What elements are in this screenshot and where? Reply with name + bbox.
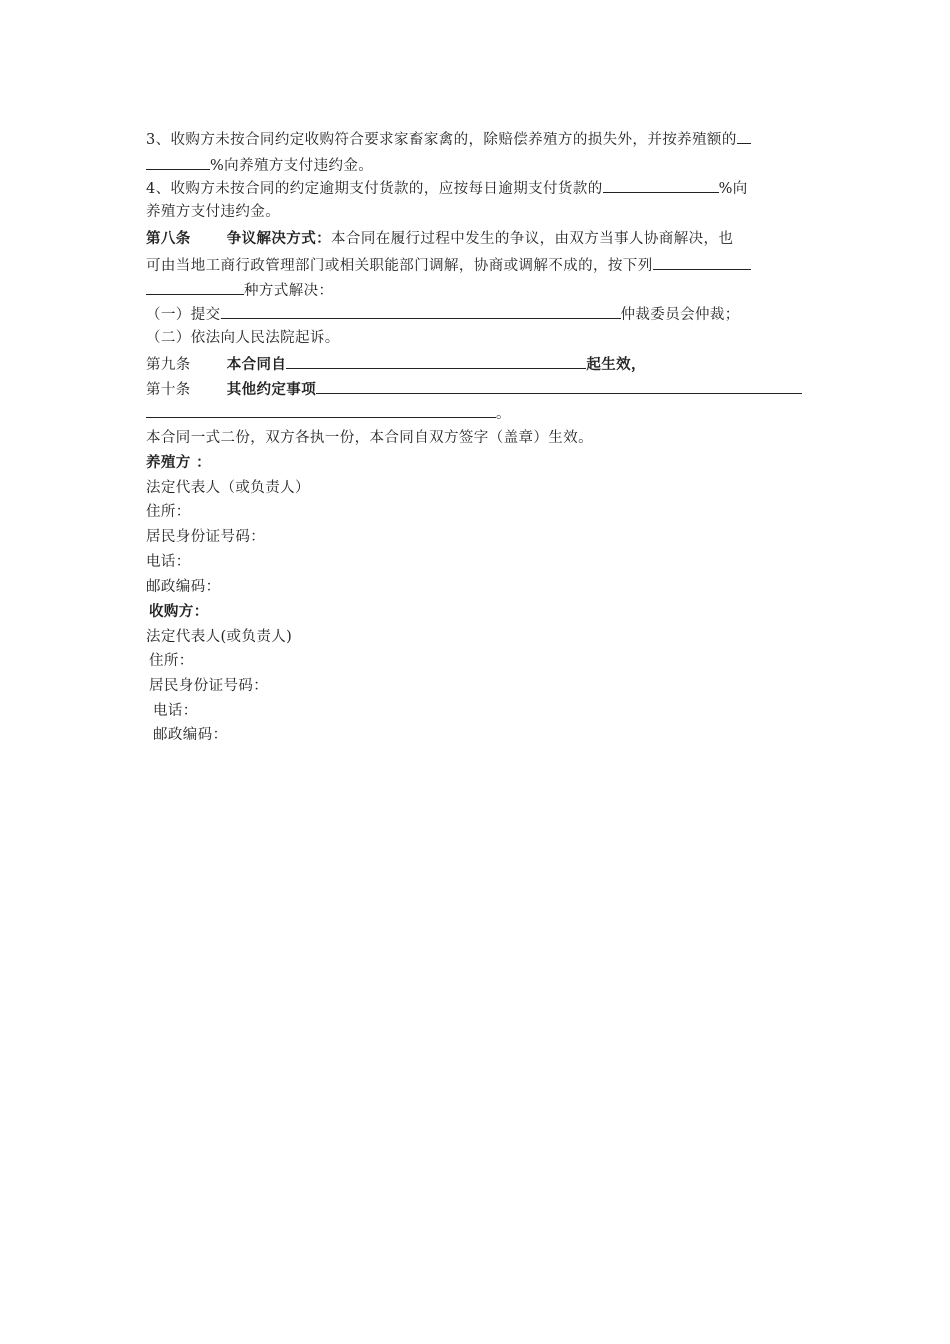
clause-4-line-2 xyxy=(146,202,280,222)
article-9-label: 第九条 xyxy=(146,357,191,373)
party-a-phone: 电话： xyxy=(146,554,191,570)
article-8-text: 本合同在履行过程中发生的争议，由双方当事人协商解决，也 xyxy=(331,231,734,247)
party-b-id-number: 居民身份证号码： xyxy=(149,678,269,694)
clause-4-text-end: %向 xyxy=(718,181,748,197)
party-a-representative: 法定代表人（或负责人） xyxy=(146,480,310,496)
article-8-line-2 xyxy=(146,254,751,276)
article-8-title: 争议解决方式： xyxy=(226,230,332,247)
option-2-line xyxy=(146,328,340,348)
blank-effective-date xyxy=(286,353,586,369)
clause-3-text: 3、收购方未按合同约定收购符合要求家畜家禽的，除赔偿养殖方的损失外，并按养殖额的 xyxy=(146,132,737,148)
party-a-id-number: 居民身份证号码： xyxy=(146,529,266,545)
party-b-representative: 法定代表人(或负责人) xyxy=(146,629,293,645)
article-8-text-end: 种方式解决： xyxy=(244,283,334,299)
blank-other-matters xyxy=(316,378,802,394)
party-a-address: 住所： xyxy=(146,504,191,520)
option-1-text-end: 仲裁委员会仲裁； xyxy=(620,307,740,323)
blank-other-matters-cont xyxy=(146,402,496,418)
blank-penalty-rate xyxy=(737,128,751,144)
article-9-text: 本合同自 xyxy=(226,356,287,373)
clause-4-text-cont: 养殖方支付违约金。 xyxy=(146,204,281,220)
article-8-label: 第八条 xyxy=(146,230,191,247)
clause-3-line-1 xyxy=(146,128,751,150)
closing-text: 本合同一式二份，双方各执一份，本合同自双方签字（盖章）生效。 xyxy=(146,430,593,446)
article-9-line xyxy=(146,353,646,375)
closing-statement xyxy=(146,428,593,448)
clause-3-line-2 xyxy=(146,154,373,176)
article-10-label: 第十条 xyxy=(146,382,191,398)
clause-4-line-1 xyxy=(146,177,748,199)
article-10-line-2 xyxy=(146,402,511,424)
blank-method-choice xyxy=(653,254,751,270)
article-9-text-end: 起生效， xyxy=(586,356,646,373)
party-b-postal-code: 邮政编码： xyxy=(153,727,228,743)
clause-4-text: 4、收购方未按合同的约定逾期支付货款的，应按每日逾期支付货款的 xyxy=(146,181,603,197)
blank-method-choice-cont xyxy=(146,279,244,295)
option-1-text: （一）提交 xyxy=(146,307,221,323)
article-8-line-3 xyxy=(146,279,333,301)
article-10-period: 。 xyxy=(496,406,511,422)
party-a-postal-code: 邮政编码： xyxy=(146,579,221,595)
article-10-title: 其他约定事项 xyxy=(226,381,317,398)
party-b-phone: 电话： xyxy=(153,703,198,719)
article-10-line xyxy=(146,378,802,400)
party-a-heading: 养殖方 ： xyxy=(146,454,212,471)
blank-daily-rate xyxy=(603,177,719,193)
article-8-line-1 xyxy=(146,229,733,249)
article-8-text-cont: 可由当地工商行政管理部门或相关职能部门调解，协商或调解不成的，按下列 xyxy=(146,258,653,274)
clause-3-text-end: %向养殖方支付违约金。 xyxy=(210,158,374,174)
option-2-text: （二）依法向人民法院起诉。 xyxy=(146,330,340,346)
option-1-line xyxy=(146,303,740,325)
blank-penalty-rate-cont xyxy=(146,154,210,170)
party-b-heading: 收购方： xyxy=(149,603,209,620)
blank-arbitration-committee xyxy=(221,303,621,319)
party-b-address: 住所： xyxy=(149,653,194,669)
